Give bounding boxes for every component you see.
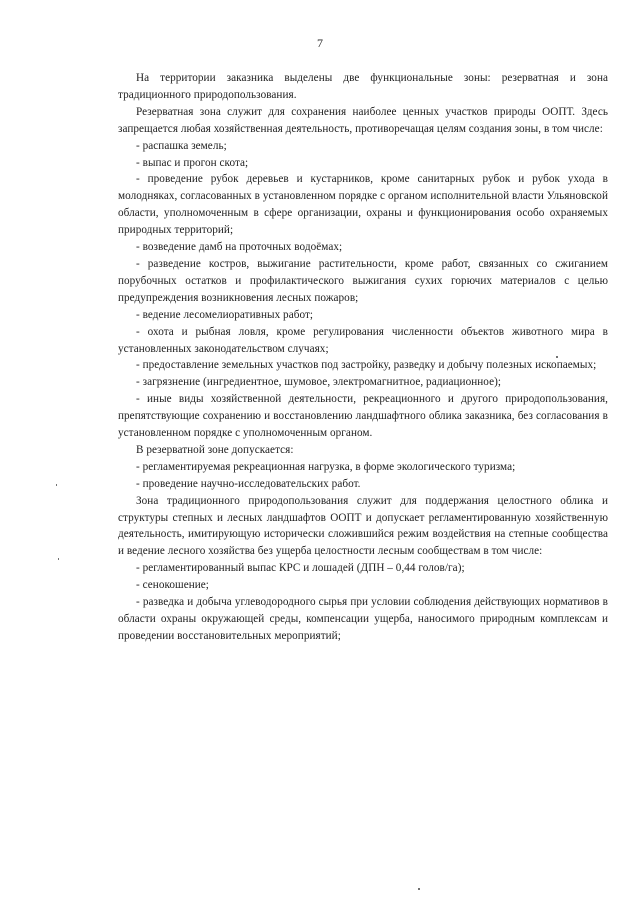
- list-item: - возведение дамб на проточных водоёмах;: [136, 241, 343, 254]
- list-item: - проведение научно-исследовательских работ.: [136, 477, 361, 490]
- list-item: - сенокошение;: [136, 579, 209, 592]
- page-number: 7: [317, 36, 323, 50]
- scan-speck: [58, 558, 59, 560]
- document-body: [118, 70, 608, 645]
- list-item: - регламентированный выпас КРС и лошадей (ДПН – 0,44 голов/га);: [136, 562, 465, 575]
- list-item: - ведение лесомелиоративных работ;: [136, 308, 314, 321]
- paragraph-zones-intro: На территории заказника выделены две функциональные зоны: резерватная и зона традиционного природопользования.: [118, 72, 608, 101]
- list-item: - иные виды хозяйственной деятельности, рекреационного и другого природопользования, препятствующие сохранению и восстановлению ландшафтного облика заказника, без согласования в установленном порядке с уполномоченным органом.: [118, 393, 608, 440]
- list-item: - разведка и добыча углеводородного сырья при условии соблюдения действующих нормативов в области охраны окружающей среды, компенсации ущерба, наносимого природным комплексам и проведении восстановительных мероприятий;: [118, 596, 608, 642]
- list-item: - охота и рыбная ловля, кроме регулирования численности объектов животного мира в установленных законодательством случаях;: [118, 325, 608, 355]
- paragraph-reserve-allowed: В резерватной зоне допускается:: [136, 443, 294, 456]
- list-item: - выпас и прогон скота;: [136, 156, 249, 169]
- list-item: - регламентируемая рекреационная нагрузка, в форме экологического туризма;: [136, 460, 516, 473]
- scan-speck: [556, 356, 558, 358]
- paragraph-reserve-zone: Резерватная зона служит для сохранения наиболее ценных участков природы ООПТ. Здесь запрещается любая хозяйственная деятельность, противоречащая целям создания зоны, в том числе:: [118, 105, 608, 135]
- scan-speck: [56, 484, 57, 486]
- list-item: - разведение костров, выжигание растительности, кроме работ, связанных со сжиганием порубочных остатков и профилактического выжигания сухих горючих материалов с целью предупреждения возникновения лесных пожаров;: [118, 257, 608, 304]
- list-item: - предоставление земельных участков под застройку, разведку и добычу полезных ископаемых;: [136, 359, 597, 372]
- list-item: - проведение рубок деревьев и кустарников, кроме санитарных рубок и рубок ухода в молодняках, согласованных в установленном порядке с органом исполнительной власти Ульяновской области, уполномоченным в сфере организации, охраны и функционирования особо охраняемых природных территорий;: [118, 173, 608, 237]
- list-item: - загрязнение (ингредиентное, шумовое, электромагнитное, радиационное);: [136, 376, 502, 389]
- list-item: - распашка земель;: [136, 139, 227, 152]
- paragraph-traditional-zone: Зона традиционного природопользования служит для поддержания целостного облика и структуры степных и лесных ландшафтов ООПТ и допускает регламентированную хозяйственную деятельность, имитирующую исторически сложившийся режим воздействия на степные сообщества и ведение лесного хозяйства без ущерба целостности лесным сообществам в том числе:: [118, 494, 608, 558]
- scan-speck: [418, 888, 420, 890]
